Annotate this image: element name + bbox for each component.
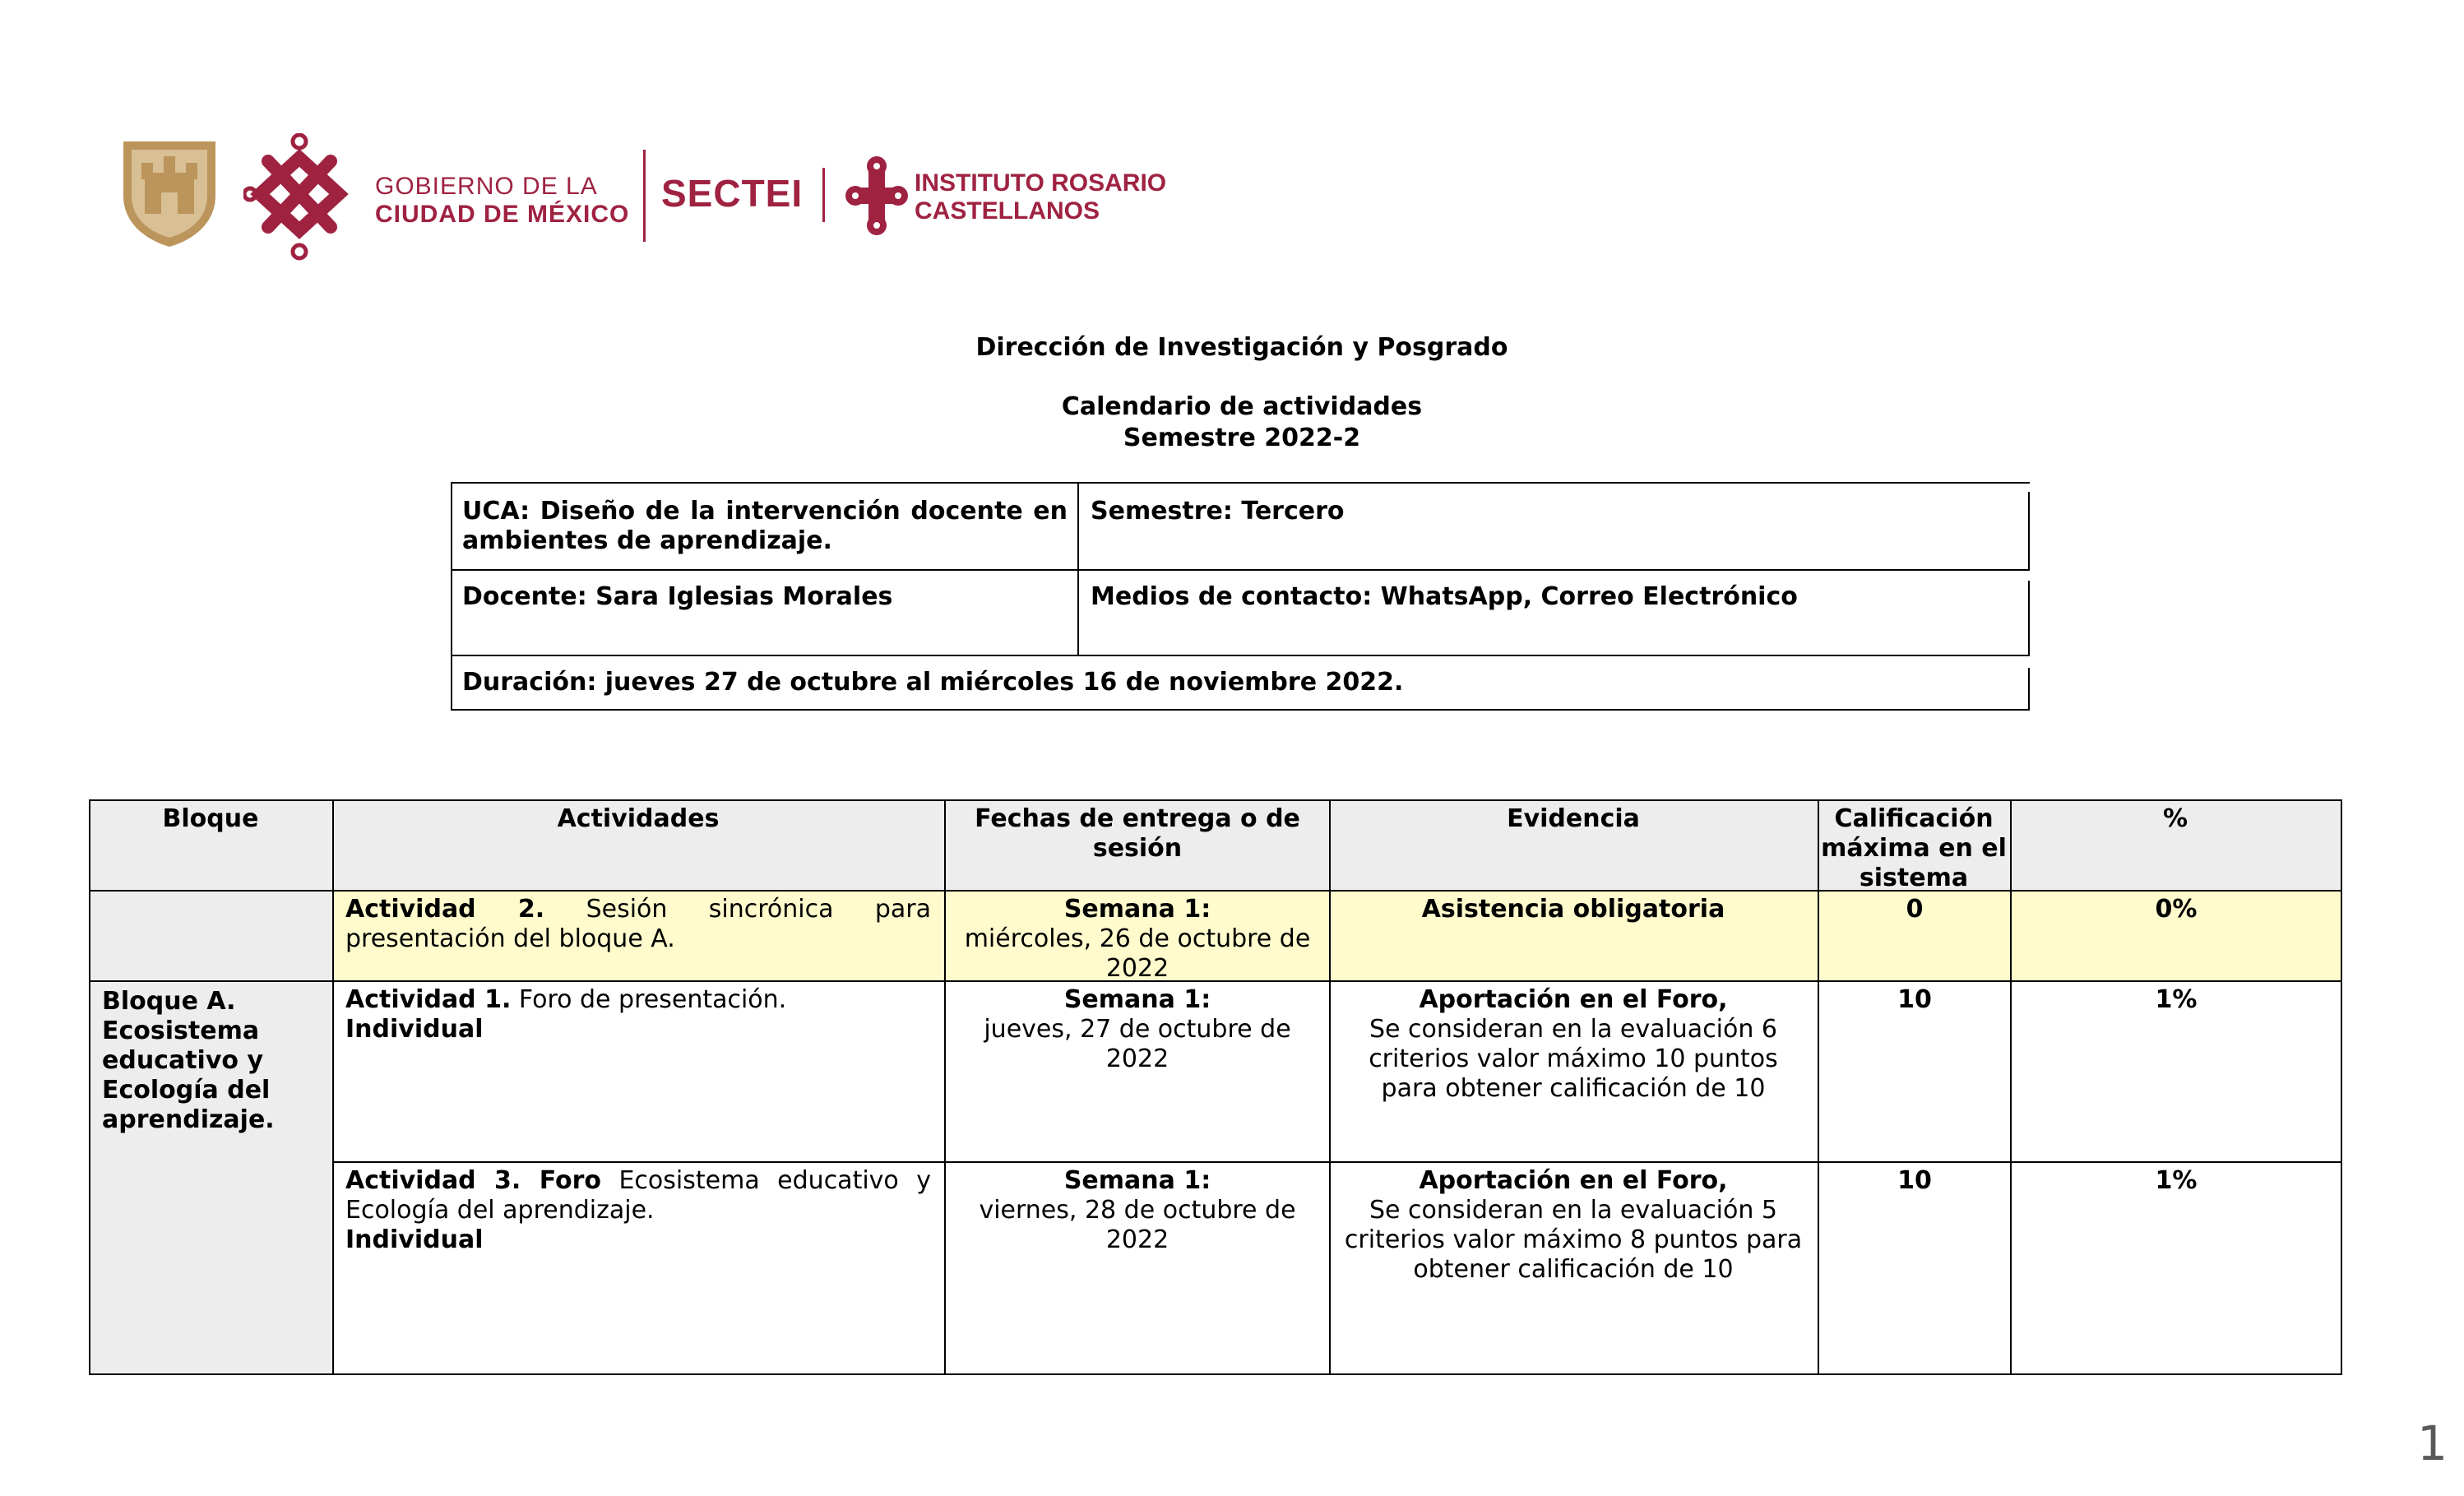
direction-heading: Dirección de Investigación y Posgrado [975, 333, 1508, 362]
duration-cell: Duración: jueves 27 de octubre al miércoles 16 de noviembre 2022. [462, 668, 1404, 697]
bloque-label: Bloque A. Ecosistema educativo y Ecología del aprendizaje. [102, 987, 275, 1134]
cdmx-knot-logo [243, 133, 355, 262]
table-row-percent: 1% [2155, 1166, 2198, 1195]
table-row-percent: 0% [2155, 895, 2198, 924]
table-row-activity: Actividad 1. Foro de presentación. Individual [345, 985, 787, 1044]
page-number: 1 [2417, 1415, 2448, 1471]
table-row-grade: 10 [1897, 985, 1932, 1014]
header-bloque: Bloque [162, 804, 259, 833]
uca-cell: UCA: Diseño de la intervención docente en ambientes de aprendizaje. [462, 497, 1068, 555]
table-row-date: Semana 1: jueves, 27 de octubre de 2022 [984, 985, 1291, 1073]
table-row-date: Semana 1: miércoles, 26 de octubre de 2022 [964, 895, 1311, 983]
course-info-table [451, 482, 2030, 711]
header-actividades: Actividades [557, 804, 720, 833]
irc-emblem-logo [844, 155, 910, 237]
cdmx-shield-logo [120, 138, 219, 250]
contact-cell: Medios de contacto: WhatsApp, Correo Electrónico [1091, 582, 1798, 611]
header-calificacion: Calificación máxima en el sistema [1821, 804, 2007, 892]
logo-divider [643, 150, 646, 242]
sectei-wordmark: SECTEI [661, 172, 804, 215]
table-row-grade: 10 [1897, 1166, 1932, 1195]
table-row-percent: 1% [2155, 985, 2198, 1014]
table-row-activity: Actividad 3. Foro Ecosistema educativo y Ecología del aprendizaje. Individual [345, 1166, 932, 1254]
table-row-date: Semana 1: viernes, 28 de octubre de 2022 [979, 1166, 1296, 1254]
logo-bar [120, 130, 1173, 262]
table-row-evidence: Aportación en el Foro, Se consideran en la evaluación 5 criterios valor máximo 8 puntos para obtener calificación de 10 [1344, 1166, 1803, 1284]
table-row-evidence: Aportación en el Foro, Se consideran en la evaluación 6 criterios valor máximo 10 puntos para obtener calificación de 10 [1369, 985, 1778, 1103]
header-porcentaje: % [2162, 804, 2188, 833]
gobierno-wordmark: GOBIERNO DE LA CIUDAD DE MÉXICO [375, 173, 630, 228]
docente-cell: Docente: Sara Iglesias Morales [462, 582, 893, 611]
table-row-grade: 0 [1906, 895, 1924, 924]
header-fechas: Fechas de entrega o de sesión [975, 804, 1300, 863]
logo-divider [822, 168, 825, 222]
instituto-wordmark: INSTITUTO ROSARIO CASTELLANOS [915, 169, 1167, 225]
semestre-cell: Semestre: Tercero [1091, 497, 1345, 526]
semester-heading: Semestre 2022-2 [1123, 424, 1361, 452]
header-evidencia: Evidencia [1507, 804, 1640, 833]
table-row-evidence: Asistencia obligatoria [1421, 895, 1725, 924]
document-title: Calendario de actividades [1061, 392, 1423, 421]
activities-table [89, 799, 2342, 1375]
table-row-activity: Actividad 2. Sesión sincrónica para presentación del bloque A. [345, 895, 931, 953]
